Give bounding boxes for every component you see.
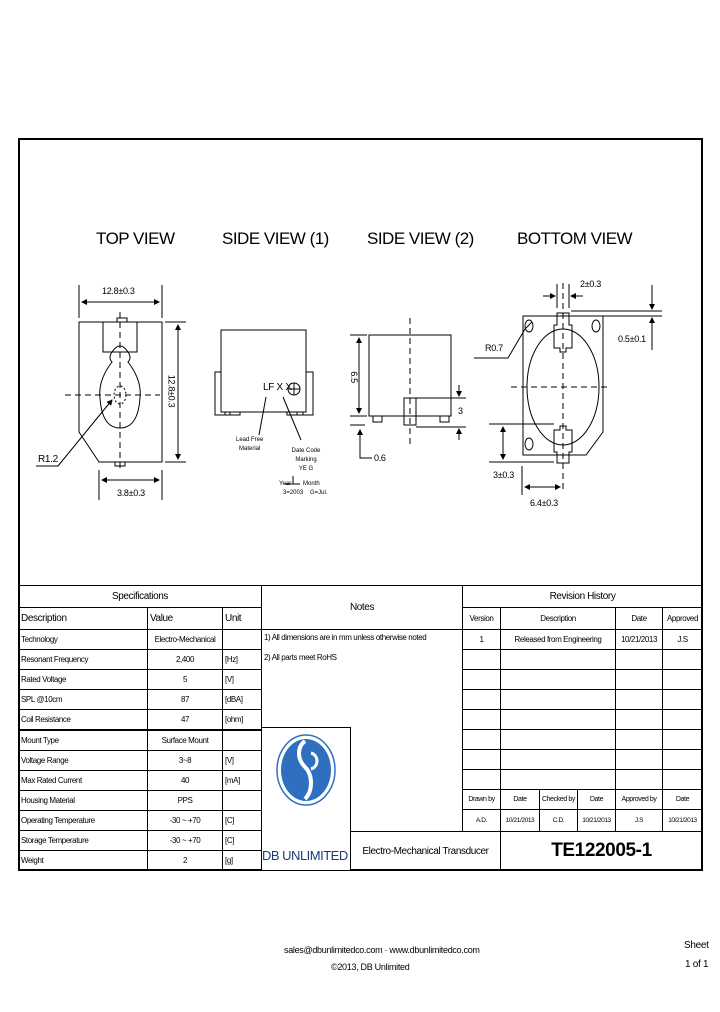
revision-title: Revision History <box>462 585 703 608</box>
specs-cell: [mA] <box>222 770 262 791</box>
bottom-pin-height: 0.5±0.1 <box>618 334 646 344</box>
specs-header-unit: Unit <box>222 607 262 630</box>
side-view-2-title: SIDE VIEW (2) <box>367 229 474 248</box>
specs-cell: Resonant Frequency <box>18 649 148 670</box>
specs-cell: Rated Voltage <box>18 669 148 690</box>
signoff-value: 10/21/2013 <box>500 809 540 832</box>
side-view-1-title: SIDE VIEW (1) <box>222 229 329 248</box>
side-view-2-drawing <box>350 318 466 458</box>
revision-cell <box>662 669 703 690</box>
specs-cell: Max Rated Current <box>18 770 148 791</box>
revision-cell: J.S <box>662 629 703 650</box>
specs-cell: PPS <box>147 790 223 811</box>
specs-cell: [ohm] <box>222 709 262 730</box>
year-label: Year <box>279 481 292 487</box>
revision-cell <box>615 689 663 710</box>
specs-cell <box>222 730 262 751</box>
specs-cell: Storage Temperature <box>18 830 148 851</box>
revision-cell <box>662 769 703 790</box>
specs-header-value: Value <box>147 607 223 630</box>
specs-cell: 2,400 <box>147 649 223 670</box>
revision-cell <box>500 749 616 770</box>
revision-cell <box>662 649 703 670</box>
top-height-dim: 12.8±0.3 <box>166 374 177 408</box>
revision-cell: 10/21/2013 <box>615 629 663 650</box>
revision-cell <box>500 769 616 790</box>
month-example: G=Jul. <box>310 490 328 496</box>
specs-cell <box>222 629 262 650</box>
bottom-pin-offset: 6.4±0.3 <box>530 498 558 508</box>
signoff-value: C.D. <box>539 809 578 832</box>
specs-cell: 2 <box>147 850 223 871</box>
notes-title: Notes <box>261 585 463 630</box>
company-name: DB UNLIMITED <box>262 848 348 863</box>
revision-cell <box>462 689 501 710</box>
specs-cell: [V] <box>222 750 262 771</box>
company-logo <box>275 733 337 812</box>
top-width-dim: 12.8±0.3 <box>102 286 135 296</box>
specs-cell <box>222 790 262 811</box>
specs-cell: [C] <box>222 830 262 851</box>
signoff-header: Date <box>500 789 540 810</box>
sheet-label: Sheet <box>684 940 709 951</box>
specs-cell: [Hz] <box>222 649 262 670</box>
revision-cell: Released from Engineering <box>500 629 616 650</box>
top-view-title: TOP VIEW <box>96 229 175 248</box>
side2-pin-dim: 3 <box>458 406 463 416</box>
bottom-view-title: BOTTOM VIEW <box>517 229 633 248</box>
specs-header-description: Description <box>18 607 148 630</box>
revision-cell <box>662 749 703 770</box>
specs-cell: -30 ~ +70 <box>147 830 223 851</box>
revision-header-date: Date <box>615 607 663 630</box>
note-item: 1) All dimensions are in mm unless otherwise noted <box>264 633 427 642</box>
signoff-header: Date <box>577 789 616 810</box>
signoff-value: A.D. <box>462 809 501 832</box>
revision-cell <box>615 669 663 690</box>
month-label: Month <box>303 481 320 487</box>
specs-cell: -30 ~ +70 <box>147 810 223 831</box>
signoff-header: Date <box>662 789 703 810</box>
top-view-drawing <box>36 285 186 500</box>
revision-cell <box>462 769 501 790</box>
top-radius-label: R1.2 <box>38 454 58 465</box>
bottom-pin-len: 3±0.3 <box>493 470 514 480</box>
bottom-radius: R0.7 <box>485 343 503 353</box>
part-number: TE122005-1 <box>500 831 703 871</box>
specs-cell: Surface Mount <box>147 730 223 751</box>
revision-header-description: Description <box>500 607 616 630</box>
signoff-value: 10/21/2013 <box>577 809 616 832</box>
specs-cell: 47 <box>147 709 223 730</box>
specs-cell: Operating Temperature <box>18 810 148 831</box>
revision-cell <box>462 749 501 770</box>
revision-cell <box>462 649 501 670</box>
product-title: Electro-Mechanical Transducer <box>350 831 501 871</box>
lead-free-note: Lead Free Material <box>236 437 264 452</box>
revision-header-approved: Approved <box>662 607 703 630</box>
specs-cell: Voltage Range <box>18 750 148 771</box>
bottom-pin-width: 2±0.3 <box>580 279 601 289</box>
sheet-value: 1 of 1 <box>685 959 709 970</box>
note-item: 2) All parts meet RoHS <box>264 653 337 662</box>
signoff-header: Drawn by <box>462 789 501 810</box>
revision-cell <box>615 769 663 790</box>
side2-height-dim: 6.5 <box>348 371 359 383</box>
revision-cell <box>500 689 616 710</box>
top-bottom-dim: 3.8±0.3 <box>117 488 145 498</box>
bottom-view-drawing <box>474 283 662 495</box>
signoff-header: Approved by <box>615 789 663 810</box>
signoff-value: J.S <box>615 809 663 832</box>
specs-cell: Weight <box>18 850 148 871</box>
revision-cell <box>500 729 616 750</box>
signoff-value: 10/21/2013 <box>662 809 703 832</box>
specs-cell: [g] <box>222 850 262 871</box>
specs-cell: [C] <box>222 810 262 831</box>
footer-copyright: ©2013, DB Unlimited <box>331 962 410 972</box>
specs-cell: Technology <box>18 629 148 650</box>
revision-cell <box>662 729 703 750</box>
revision-cell <box>500 709 616 730</box>
specs-cell: Housing Material <box>18 790 148 811</box>
revision-cell <box>500 669 616 690</box>
specs-cell: Electro-Mechanical <box>147 629 223 650</box>
date-code-note: Date Code Marking YE G <box>291 448 321 472</box>
revision-cell <box>462 729 501 750</box>
revision-cell <box>662 709 703 730</box>
revision-cell <box>615 709 663 730</box>
revision-cell <box>462 709 501 730</box>
footer-contact: sales@dbunlimitedco.com · www.dbunlimitedco.com <box>284 945 480 955</box>
specs-cell: 3~8 <box>147 750 223 771</box>
specs-cell: 5 <box>147 669 223 690</box>
revision-cell <box>462 669 501 690</box>
revision-cell <box>615 749 663 770</box>
specs-cell: Coil Resistance <box>18 709 148 730</box>
marking-label: LF X X <box>263 382 292 393</box>
revision-cell <box>615 649 663 670</box>
specs-cell: SPL @10cm <box>18 689 148 710</box>
year-example: 3=2003 <box>283 490 304 496</box>
revision-cell <box>615 729 663 750</box>
specs-cell: [dBA] <box>222 689 262 710</box>
specs-title: Specifications <box>18 585 262 608</box>
side2-offset-dim: 0.6 <box>374 453 386 463</box>
revision-cell <box>662 689 703 710</box>
specs-cell: [V] <box>222 669 262 690</box>
specs-cell: Mount Type <box>18 730 148 751</box>
revision-cell <box>500 649 616 670</box>
specs-cell: 87 <box>147 689 223 710</box>
signoff-header: Checked by <box>539 789 578 810</box>
specs-cell: 40 <box>147 770 223 791</box>
revision-cell: 1 <box>462 629 501 650</box>
revision-header-version: Version <box>462 607 501 630</box>
